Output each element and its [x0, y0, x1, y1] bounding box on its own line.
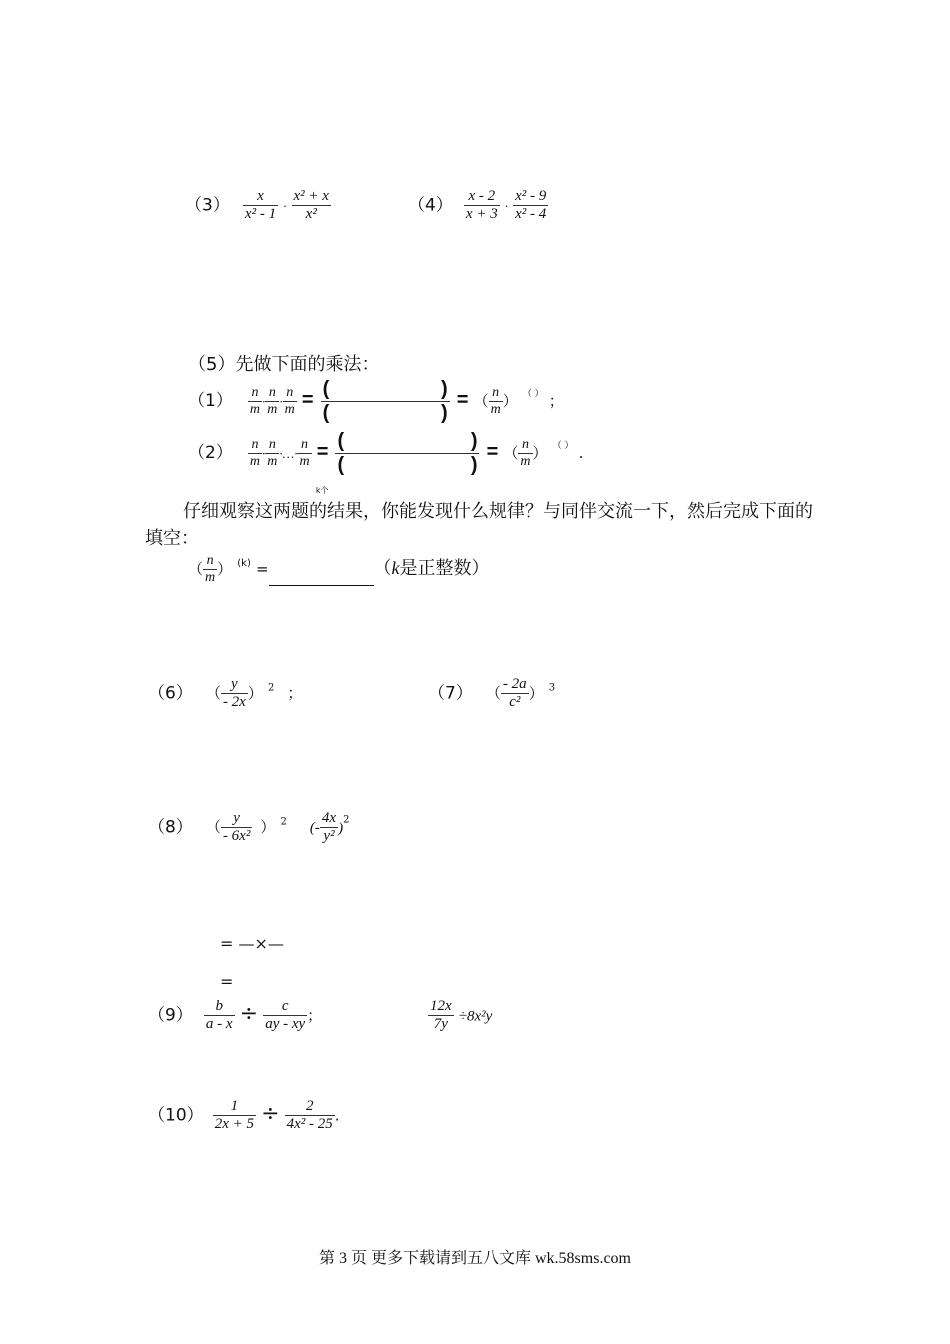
problem-10: （10） $\frac{1}{2x + 5}$ ÷ $\frac{2}{\text{4x² - 25}}$ . — [148, 1098, 340, 1133]
fraction: $\frac{y}{- 2x}$ — [222, 676, 246, 711]
k-count-label: k个 — [315, 485, 329, 495]
problem-7: （7） （ $\frac{- 2a}{\text{c²}}$ ） $^3$ — [428, 676, 556, 711]
fraction-n-m: $\frac{n}{m}$ — [205, 553, 216, 586]
problem-9-label: （9） — [148, 1005, 193, 1026]
problem-9: （9） $\frac{b}{a - x}$ ÷ $\frac{c}{ay - xy}$ ； — [148, 998, 323, 1033]
problem-8-label: （8） — [148, 817, 193, 838]
rule-exponent: (k) — [237, 558, 251, 570]
fraction: $\frac{x - 2}{x + 3}$ — [465, 188, 498, 223]
exponent-blank: （ ） — [522, 389, 544, 399]
problem-5-sub1: （1） $\frac{n}{m}$ · $\frac{n}{m}$ · $\frac{n}{m}$ = ( ) ( ) = （ $\frac{n}{m}$ ） （ ） ； — [188, 378, 564, 424]
problem-8: （8） （ $\frac{y}{\text{- 6x²}}$ ） $^2$ (- $\frac{4x}{\text{y²}}$ )$^2$ — [148, 810, 350, 845]
rule-line: （ $\frac{n}{m}$ ） $^{(k)}$ = （k是正整数） — [188, 553, 490, 586]
work-line-1: = —×— — [220, 934, 284, 953]
equals: = — [301, 389, 314, 411]
exponent: 3 — [548, 682, 556, 694]
problem-9b: $\frac{12x}{7y}$ ÷8x²y — [430, 998, 493, 1033]
fraction: $\frac{- 2a}{\text{c²}}$ — [502, 676, 527, 711]
fraction: $\frac{y}{\text{- 6x²}}$ — [222, 810, 251, 845]
fraction: $\frac{\text{x² - 9}}{\text{x² - 4}}$ — [515, 188, 547, 223]
fraction-n-m: $\frac{n}{m}$ — [249, 436, 261, 469]
problem-10-label: （10） — [148, 1105, 204, 1126]
work-line-2: = — [220, 972, 234, 991]
fraction: $\frac{2}{\text{4x² - 25}}$ — [286, 1098, 333, 1133]
divide-sign: ÷ — [261, 1101, 280, 1127]
fraction-n-m: $\frac{n}{m}$ — [520, 436, 531, 469]
page-footer: 第 3 页 更多下载请到五八文库 wk.58sms.com — [318, 1250, 631, 1267]
problem-6-label: （6） — [148, 683, 193, 704]
fraction: $\frac{\text{x² + x}}{\text{x²}}$ — [293, 188, 329, 223]
blank-fraction: ( ) ( ) — [322, 378, 448, 424]
fraction: $\frac{c}{ay - xy}$ — [265, 998, 306, 1033]
divide-sign: ÷ — [239, 1001, 259, 1027]
sub2-label: （2） — [188, 443, 233, 463]
answer-blank[interactable] — [269, 567, 374, 586]
sub1-label: （1） — [188, 391, 233, 411]
exponent-blank: （ ） — [552, 441, 574, 451]
problem-6: （6） （ $\frac{y}{- 2x}$ ） $^2$ ； — [148, 676, 303, 711]
fraction: $\frac{b}{a - x}$ — [205, 998, 233, 1033]
fraction-n-m: $\frac{n}{m}$ — [249, 384, 261, 417]
observation-paragraph: 仔细观察这两题的结果，你能发现什么规律？与同伴交流一下，然后完成下面的填空： — [145, 501, 813, 549]
fraction-n-m: $\frac{n}{m}$ — [490, 384, 501, 417]
problem-3-label: （3） — [185, 195, 230, 216]
fraction-n-m: $\frac{n}{m}$ — [267, 436, 278, 469]
fraction-n-m: $\frac{n}{m}$ — [267, 384, 278, 417]
fraction: $\frac{x}{\text{x² - 1}}$ — [244, 188, 277, 223]
equals: = — [316, 441, 329, 463]
problem-3 — [185, 188, 331, 224]
dot: · — [504, 198, 509, 214]
fraction-n-m: $\frac{n}{m}$ — [284, 384, 295, 417]
fraction: $\frac{12x}{7y}$ — [430, 998, 452, 1033]
dot: · — [283, 198, 287, 214]
exponent: 2 — [267, 682, 275, 694]
exponent: 2 — [280, 816, 287, 828]
problem-4-label: （4） — [408, 195, 453, 216]
problem-7-label: （7） — [428, 683, 473, 704]
problem-5-intro: （5）先做下面的乘法： — [188, 354, 380, 375]
problem-4 — [408, 188, 548, 224]
fraction: $\frac{4x}{\text{y²}}$ — [321, 810, 337, 845]
fraction-n-m: $\frac{n}{m}$ — [299, 436, 310, 469]
blank-fraction: ( ) ( ) — [337, 430, 478, 476]
exponent: 2 — [343, 814, 350, 826]
fraction: $\frac{1}{2x + 5}$ — [214, 1098, 255, 1133]
problem-5-sub2: （2） $\frac{n}{m}$ · $\frac{n}{m}$ ·…· $\frac{n}{m}$ k个 = ( ) ( ) = （ $\frac{n}{m}$ ） （ ） . — [188, 430, 584, 495]
